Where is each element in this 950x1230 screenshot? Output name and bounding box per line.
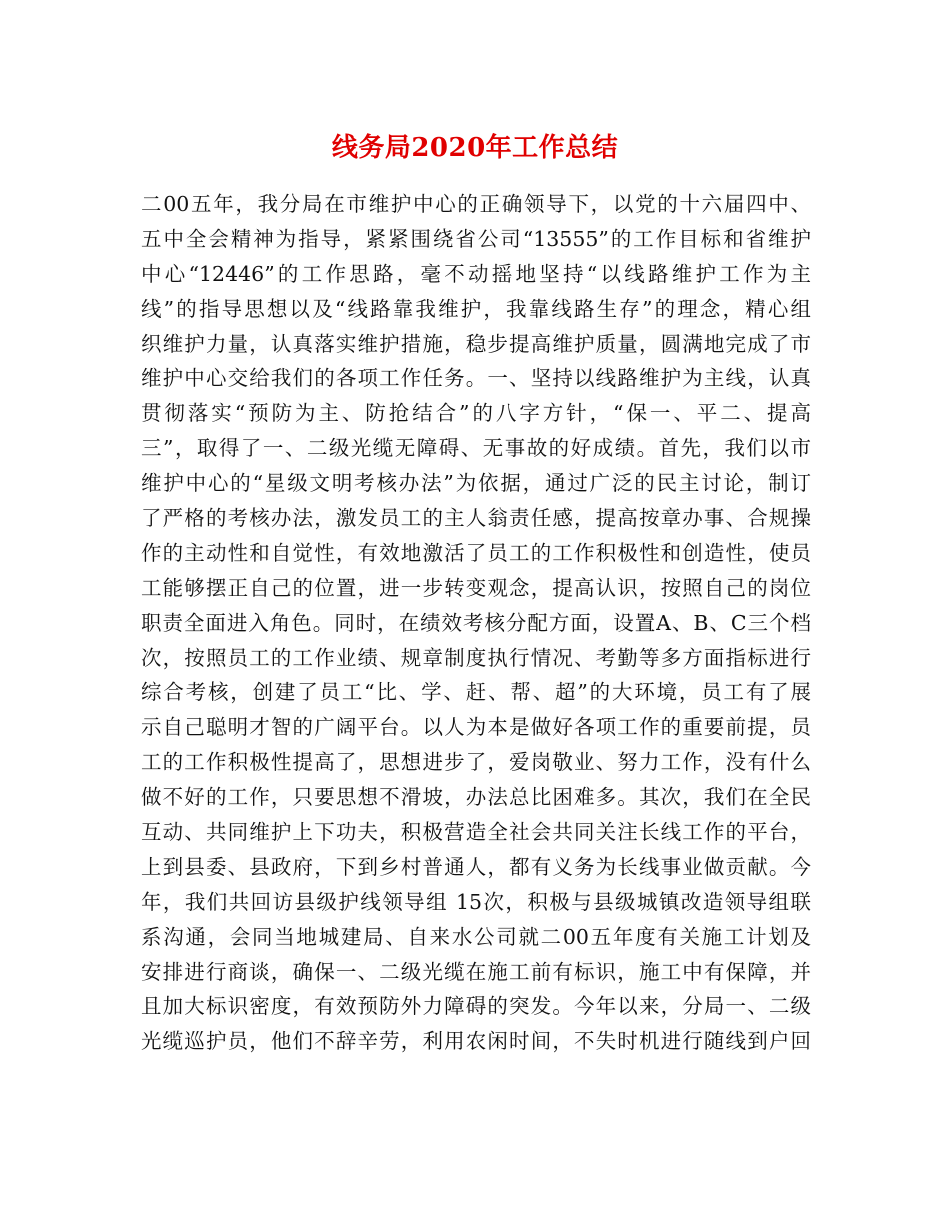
body-line: 系沟通，会同当地城建局、自来水公司就二00五年度有关施工计划及 (141, 924, 811, 949)
body-line: 年，我们共回访县级护线领导组 15次，积极与县级城镇改造领导组联 (141, 889, 811, 914)
body-line: 安排进行商谈，确保一、二级光缆在施工前有标识，施工中有保障，并 (141, 959, 811, 984)
body-line: 线”的指导思想以及“线路靠我维护，我靠线路生存”的理念，精心组 (141, 296, 811, 321)
document-body (141, 187, 811, 1059)
body-line: 五中全会精神为指导，紧紧围绕省公司“13555”的工作目标和省维护 (141, 226, 811, 251)
body-line: 互动、共同维护上下功夫，积极营造全社会共同关注长线工作的平台， (141, 820, 811, 845)
body-line: 且加大标识密度，有效预防外力障碍的突发。今年以来，分局一、二级 (141, 994, 811, 1019)
body-line: 做不好的工作，只要思想不滑坡，办法总比困难多。其次，我们在全民 (141, 785, 811, 810)
body-line: 职责全面进入角色。同时，在绩效考核分配方面，设置A、B、C三个档 (141, 610, 811, 635)
body-line: 次，按照员工的工作业绩、规章制度执行情况、考勤等多方面指标进行 (141, 645, 811, 670)
body-line: 工的工作积极性提高了，思想进步了，爱岗敬业、努力工作，没有什么 (141, 750, 811, 775)
body-line: 织维护力量，认真落实维护措施，稳步提高维护质量，圆满地完成了市 (141, 331, 811, 356)
body-line: 作的主动性和自觉性，有效地激活了员工的工作积极性和创造性，使员 (141, 540, 811, 565)
body-line: 中心“12446”的工作思路，毫不动摇地坚持“以线路维护工作为主 (141, 261, 811, 286)
body-line: 了严格的考核办法，激发员工的主人翁责任感，提高按章办事、合规操 (141, 506, 811, 531)
body-line: 三”，取得了一、二级光缆无障碍、无事故的好成绩。首先，我们以市 (141, 436, 811, 461)
body-line: 维护中心的“星级文明考核办法”为依据，通过广泛的民主讨论，制订 (141, 471, 811, 496)
body-line: 综合考核，创建了员工“比、学、赶、帮、超”的大环境，员工有了展 (141, 680, 811, 705)
body-line: 贯彻落实“预防为主、防抢结合”的八字方针，“保一、平二、提高 (141, 401, 811, 426)
body-line: 二00五年，我分局在市维护中心的正确领导下，以党的十六届四中、 (141, 192, 811, 216)
body-line: 示自己聪明才智的广阔平台。以人为本是做好各项工作的重要前提，员 (141, 715, 811, 740)
document-title: 线务局2020年工作总结 (331, 133, 619, 163)
body-line: 上到县委、县政府，下到乡村普通人，都有义务为长线事业做贡献。今 (141, 854, 811, 879)
body-line: 维护中心交给我们的各项工作任务。一、坚持以线路维护为主线，认真 (141, 366, 811, 391)
body-line: 光缆巡护员，他们不辞辛劳，利用农闲时间，不失时机进行随线到户回 (141, 1029, 811, 1054)
body-line: 工能够摆正自己的位置，进一步转变观念，提高认识，按照自己的岗位 (141, 575, 811, 600)
